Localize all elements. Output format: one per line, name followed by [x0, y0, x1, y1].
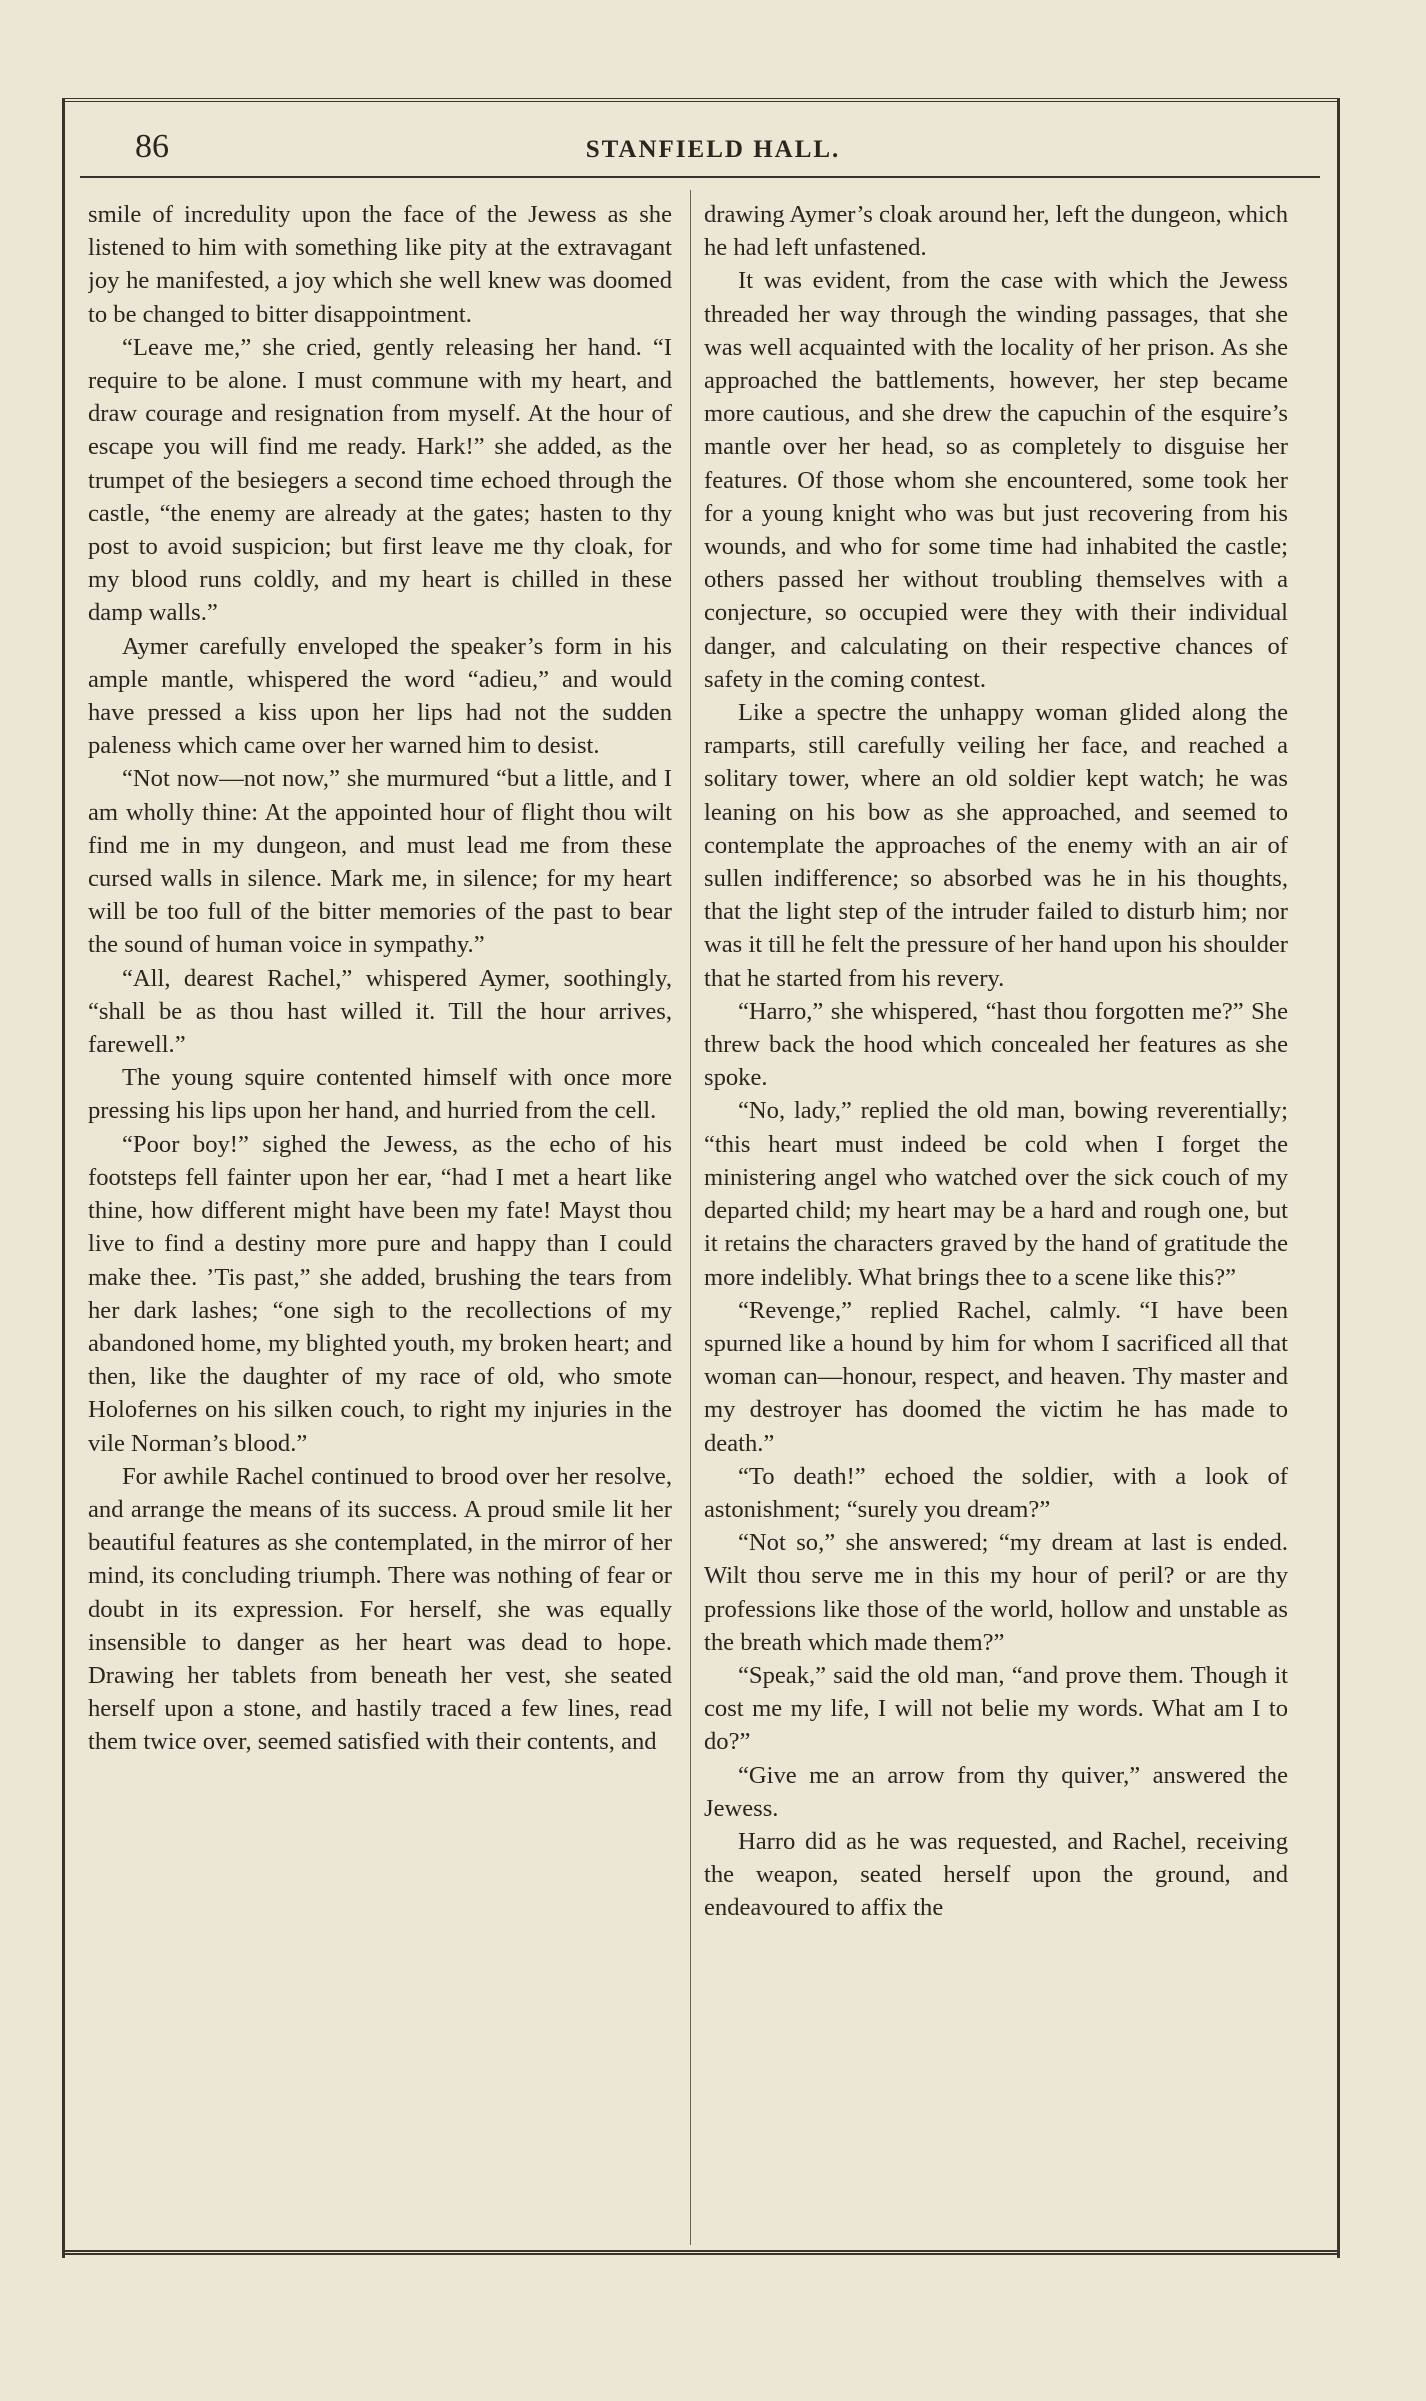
- paragraph: For awhile Rachel continued to brood over her resolve, and arrange the means of its success. A proud smile lit her beautiful features as she contemplated, in the mirror of her mind, its concluding triumph. There was nothing of fear or doubt in its expression. For herself, she was equally insensible to danger as her heart was dead to hope. Drawing her tablets from beneath her vest, she seated herself upon a stone, and hastily traced a few lines, read them twice over, seemed satisfied with their contents, and: [88, 1462, 672, 1756]
- paragraph: smile of incredulity upon the face of the Jewess as she listened to him with something like pity at the extravagant joy he manifested, a joy which she well knew was doomed to be changed to bitter disappointment.: [88, 201, 672, 328]
- page-number: 86: [135, 128, 169, 165]
- paragraph: “Harro,” she whispered, “hast thou forgotten me?” She threw back the hood which concealed her features as she spoke.: [704, 997, 1288, 1092]
- paragraph: The young squire contented himself with once more pressing his lips upon her hand, and hurried from the cell.: [88, 1064, 672, 1125]
- paragraph: “Not so,” she answered; “my dream at last is ended. Wilt thou serve me in this my hour of peril? or are thy professions like those of the world, hollow and unstable as the breath which made them?”: [704, 1529, 1288, 1656]
- paragraph: Harro did as he was requested, and Rachel, receiving the weapon, seated herself upon the ground, and endeavoured to affix the: [704, 1827, 1288, 1922]
- paragraph: “Leave me,” she cried, gently releasing her hand. “I require to be alone. I must commune with my heart, and draw courage and resignation from myself. At the hour of escape you will find me ready. Hark!” she added, as the trumpet of the besiegers a second time echoed through the castle, “the enemy are already at the gates; hasten to thy post to avoid suspicion; but first leave me thy cloak, for my blood runs coldly, and my heart is chilled in these damp walls.”: [88, 333, 672, 627]
- right-column: [704, 198, 1288, 2238]
- column-divider: [690, 190, 691, 2245]
- bottom-double-rule: [62, 2250, 1338, 2255]
- running-title: STANFIELD HALL.: [585, 136, 841, 163]
- paragraph: drawing Aymer’s cloak around her, left the dungeon, which he had left unfastened.: [704, 201, 1288, 262]
- paragraph: “No, lady,” replied the old man, bowing reverentially; “this heart must indeed be cold when I forget the ministering angel who watched over the sick couch of my departed child; my heart may be a hard and rough one, but it retains the characters graved by the hand of gratitude the more indelibly. What brings thee to a scene like this?”: [704, 1097, 1288, 1291]
- paragraph: “Speak,” said the old man, “and prove them. Though it cost me my life, I will not belie my words. What am I to do?”: [704, 1661, 1288, 1756]
- paragraph: “Not now—not now,” she murmured “but a little, and I am wholly thine: At the appointed hour of flight thou wilt find me in my dungeon, and must lead me from these cursed walls in silence. Mark me, in silence; for my heart will be too full of the bitter memories of the past to bear the sound of human voice in sympathy.”: [88, 765, 672, 959]
- paragraph: “Revenge,” replied Rachel, calmly. “I have been spurned like a hound by him for whom I sacrificed all that woman can—honour, respect, and heaven. Thy master and my destroyer has doomed the victim he has made to death.”: [704, 1296, 1288, 1457]
- left-column: [88, 198, 672, 2238]
- paragraph: It was evident, from the case with which the Jewess threaded her way through the winding passages, that she was well acquainted with the locality of her prison. As she approached the battlements, however, her step became more cautious, and she drew the capuchin of the esquire’s mantle over her head, so as completely to disguise her features. Of those whom she encountered, some took her for a young knight who was but just recovering from his wounds, and who for some time had inhabited the castle; others passed her without troubling themselves with a conjecture, so occupied were they with their individual danger, and calculating on their respective chances of safety in the coming contest.: [704, 267, 1288, 693]
- paragraph: “Poor boy!” sighed the Jewess, as the echo of his footsteps fell fainter upon her ear, “had I met a heart like thine, how different might have been my fate! Mayst thou live to find a destiny more pure and happy than I could make thee. ’Tis past,” she added, brushing the tears from her dark lashes; “one sigh to the recollections of my abandoned home, my blighted youth, my broken heart; and then, like the daughter of my race of old, who smote Holofernes on his silken couch, to right my injuries in the vile Norman’s blood.”: [88, 1130, 672, 1457]
- paragraph: “To death!” echoed the soldier, with a look of astonishment; “surely you dream?”: [704, 1462, 1288, 1523]
- paragraph: Aymer carefully enveloped the speaker’s form in his ample mantle, whispered the word “adieu,” and would have pressed a kiss upon her lips had not the sudden paleness which came over her warned him to desist.: [88, 632, 672, 760]
- paragraph: “Give me an arrow from thy quiver,” answered the Jewess.: [704, 1761, 1288, 1822]
- paragraph: “All, dearest Rachel,” whispered Aymer, soothingly, “shall be as thou hast willed it. Till the hour arrives, farewell.”: [88, 964, 672, 1059]
- paragraph: Like a spectre the unhappy woman glided along the ramparts, still carefully veiling her face, and reached a solitary tower, where an old soldier kept watch; he was leaning on his bow as she approached, and seemed to contemplate the approaches of the enemy with an air of sullen indifference; so absorbed was he in his thoughts, that the light step of the intruder failed to disturb him; nor was it till he felt the pressure of her hand upon his shoulder that he started from his revery.: [704, 699, 1288, 992]
- header-rule: [80, 176, 1320, 178]
